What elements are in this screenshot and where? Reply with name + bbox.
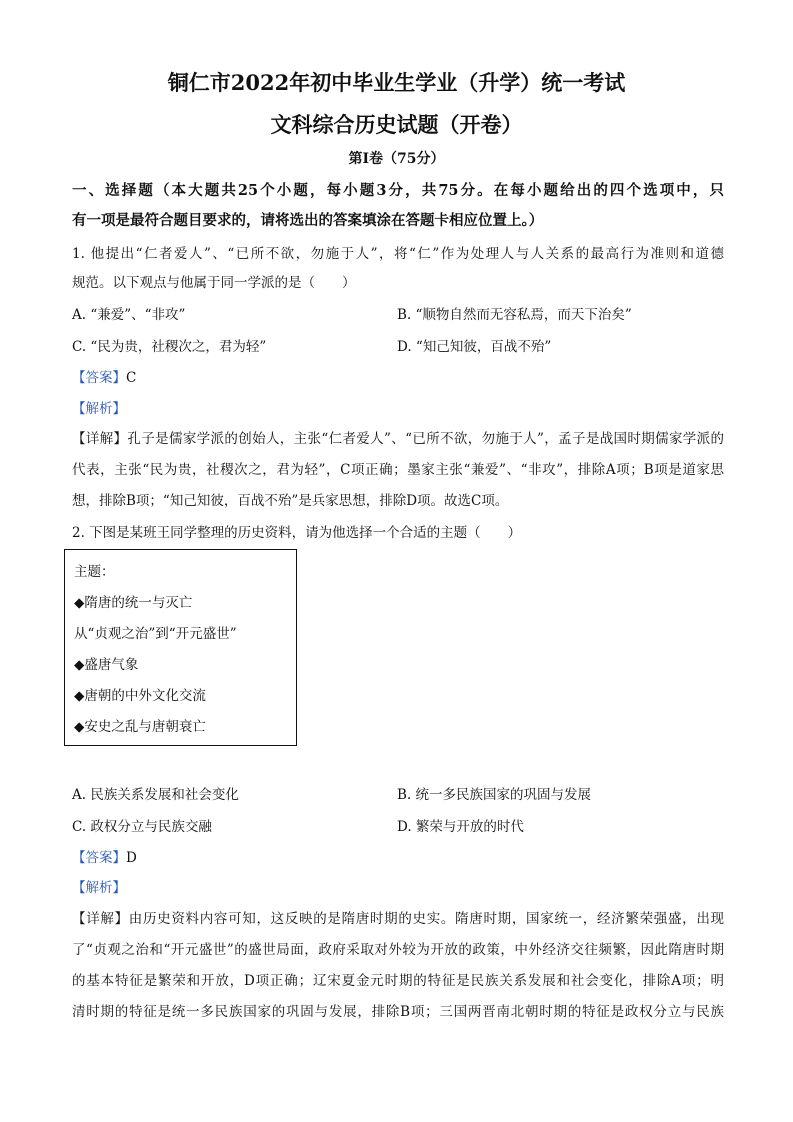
q2-option-d: D. 繁荣与开放的时代 (397, 819, 524, 835)
q1-detail-line1 (72, 428, 724, 450)
box-item: ◆隋唐的统一与灭亡 (74, 595, 193, 611)
box-item: ◆唐朝的中外文化交流 (74, 688, 206, 704)
volume-heading: 第I卷（75分） (348, 151, 445, 167)
q2-option-c: C. 政权分立与民族交融 (72, 819, 212, 835)
q2-detail-line2: 了“贞观之治和“开元盛世”的盛世局面，政府采取对外较为开放的政策，中外经济交往频繁，因此隋唐时期 (72, 942, 724, 958)
answer-label: 【答案】 (72, 850, 126, 866)
q1-detail-text1: 孔子是儒家学派的创始人，主张“仁者爱人”、“已所不欲，勿施于人”，孟子是战国时期儒家学派的 (127, 431, 724, 447)
q2-material-box (64, 549, 297, 746)
q1-option-d: D. “知己知彼，百战不殆” (397, 339, 552, 355)
answer-label: 【答案】 (72, 370, 126, 386)
q1-stem-line2: 规范。以下观点与他属于同一学派的是（ ） (72, 275, 356, 291)
box-header: 主题： (74, 564, 115, 580)
analysis-label: 【解析】 (72, 401, 126, 417)
box-item: ◆安史之乱与唐朝衰亡 (74, 719, 206, 735)
detail-label: 【详解】 (72, 911, 129, 927)
q1-answer-value: C (126, 370, 137, 386)
q2-option-a: A. 民族关系发展和社会变化 (72, 787, 239, 803)
q1-detail-line3: 想，排除B项；“知己知彼，百战不殆”是兵家思想，排除D项。故选C项。 (72, 493, 509, 509)
q1-detail-line2: 代表，主张“民为贵，社稷次之，君为轻”，C项正确；墨家主张“兼爱”、“非攻”，排除A项；B项是道家思 (72, 462, 724, 478)
q1-option-b: B. “顺物自然而无容私焉，而天下治矣” (397, 307, 632, 323)
section-heading-line1: 一、选择题（本大题共25个小题，每小题3分，共75分。在每小题给出的四个选项中，只 (72, 182, 724, 199)
q1-stem-line1: 1. 他提出“仁者爱人”、“已所不欲，勿施于人”，将“仁”作为处理人与人关系的最高行为准则和道德 (72, 246, 724, 262)
q2-analysis (72, 877, 724, 899)
q2-detail-text1: 由历史资料内容可知，这反映的是隋唐时期的史实。隋唐时期，国家统一，经济繁荣强盛，出现 (128, 911, 724, 927)
box-item: 从“贞观之治”到“开元盛世” (74, 626, 237, 642)
q2-answer-value: D (126, 850, 137, 866)
exam-subtitle: 文科综合历史试题（开卷） (270, 112, 523, 137)
q1-option-a: A. “兼爱”、“非攻” (72, 307, 186, 323)
q2-option-b: B. 统一多民族国家的巩固与发展 (397, 787, 592, 803)
q2-detail-line4: 清时期的特征是统一多民族国家的巩固与发展，排除B项；三国两晋南北朝时期的特征是政权分立与民族 (72, 1004, 724, 1020)
q1-answer (72, 367, 724, 389)
q1-analysis (72, 398, 724, 420)
q2-stem-line1: 2. 下图是某班王同学整理的历史资料，请为他选择一个合适的主题（ ） (72, 525, 522, 541)
section-heading-line2: 有一项是最符合题目要求的，请将选出的答案填涂在答题卡相应位置上。） (72, 212, 544, 229)
detail-label: 【详解】 (72, 431, 128, 447)
analysis-label: 【解析】 (72, 880, 126, 896)
q2-detail-line3: 的基本特征是繁荣和开放，D项正确；辽宋夏金元时期的特征是民族关系发展和社会变化，排除A项；明 (72, 973, 724, 989)
q1-option-c: C. “民为贵，社稷次之，君为轻” (72, 339, 267, 355)
exam-title: 铜仁市2022年初中毕业生学业（升学）统一考试 (167, 70, 626, 95)
box-item: ◆盛唐气象 (74, 657, 139, 673)
q2-detail-line1 (72, 908, 724, 930)
q2-answer (72, 847, 724, 869)
